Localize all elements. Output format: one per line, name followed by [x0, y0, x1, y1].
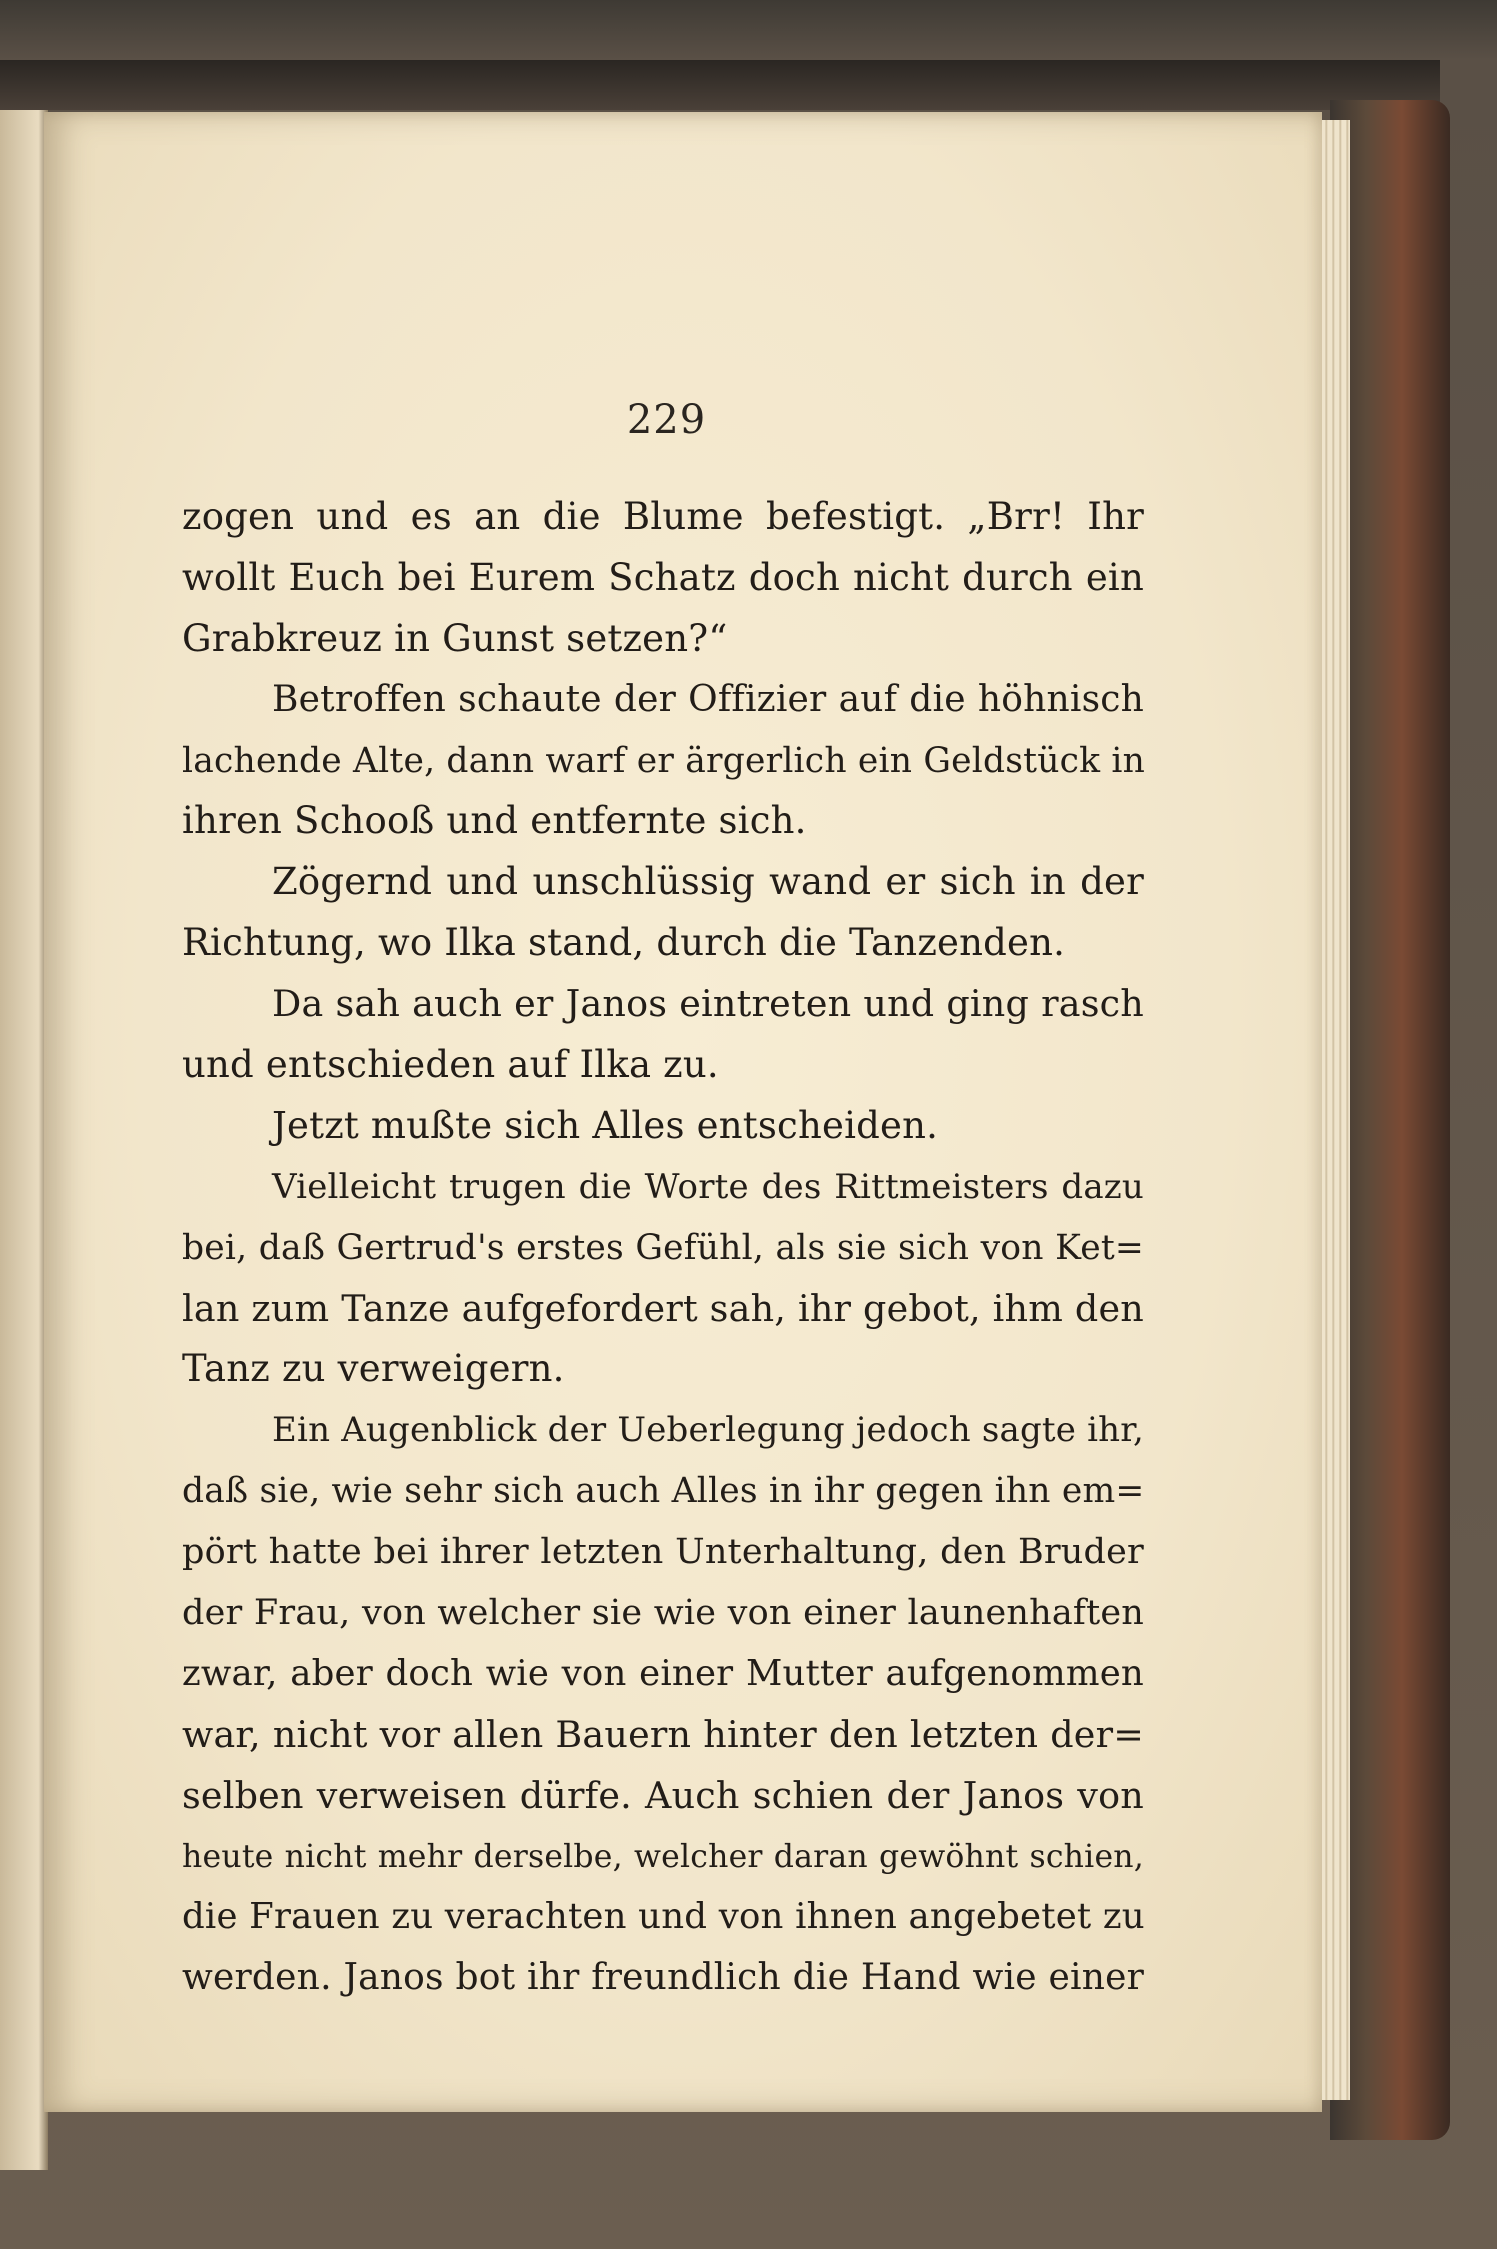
text-line: heute nicht mehr derselbe, welcher daran gewöhnt schien, — [182, 1838, 1144, 1875]
text-line: wollt Euch bei Eurem Schatz doch nicht durch ein — [182, 555, 1144, 599]
page-text — [182, 487, 1144, 2009]
text-line: werden. Janos bot ihr freundlich die Hand wie einer — [182, 1957, 1144, 1999]
text-line: war, nicht vor allen Bauern hinter den letzten der= — [182, 1712, 1144, 1756]
text-line: Tanz zu verweigern. — [182, 1347, 565, 1391]
text-line: lan zum Tanze aufgefordert sah, ihr gebot, ihm den — [182, 1286, 1144, 1330]
page-number: 229 — [626, 397, 707, 443]
text-line: zogen und es an die Blume befestigt. „Brr! Ihr — [182, 495, 1144, 538]
text-line: Ein Augenblick der Ueberlegung jedoch sagte ihr, — [272, 1410, 1145, 1451]
text-line: daß sie, wie sehr sich auch Alles in ihr gegen ihn em= — [182, 1471, 1145, 1512]
book-binding-top — [0, 60, 1440, 110]
text-line: selben verweisen dürfe. Auch schien der Janos von — [182, 1773, 1144, 1817]
text-line: zwar, aber doch wie von einer Mutter aufgenommen — [182, 1652, 1144, 1694]
text-line: pört hatte bei ihrer letzten Unterhaltung, den Bruder — [182, 1532, 1144, 1573]
text-line: Richtung, wo Ilka stand, durch die Tanzenden. — [182, 921, 1066, 965]
left-page-edge — [0, 110, 48, 2170]
text-line: Da sah auch er Janos eintreten und ging rasch — [272, 982, 1144, 1026]
text-line: bei, daß Gertrud's erstes Gefühl, als sie sich von Ket= — [182, 1227, 1144, 1268]
text-line: Zögernd und unschlüssig wand er sich in der — [272, 860, 1144, 904]
text-line: Betroffen schaute der Offizier auf die höhnisch — [272, 678, 1144, 720]
text-line: Vielleicht trugen die Worte des Rittmeisters dazu — [272, 1166, 1144, 1207]
text-line: und entschieden auf Ilka zu. — [182, 1043, 719, 1087]
text-line: lachende Alte, dann warf er ärgerlich ein Geldstück in — [182, 740, 1146, 781]
text-line: Jetzt mußte sich Alles entscheiden. — [272, 1103, 939, 1147]
text-line: ihren Schooß und entfernte sich. — [182, 799, 807, 843]
book-page — [44, 112, 1322, 2112]
text-line: Grabkreuz in Gunst setzen?“ — [182, 616, 728, 660]
text-line: der Frau, von welcher sie wie von einer launenhaften — [182, 1593, 1144, 1634]
text-line: die Frauen zu verachten und von ihnen angebetet zu — [182, 1896, 1145, 1938]
